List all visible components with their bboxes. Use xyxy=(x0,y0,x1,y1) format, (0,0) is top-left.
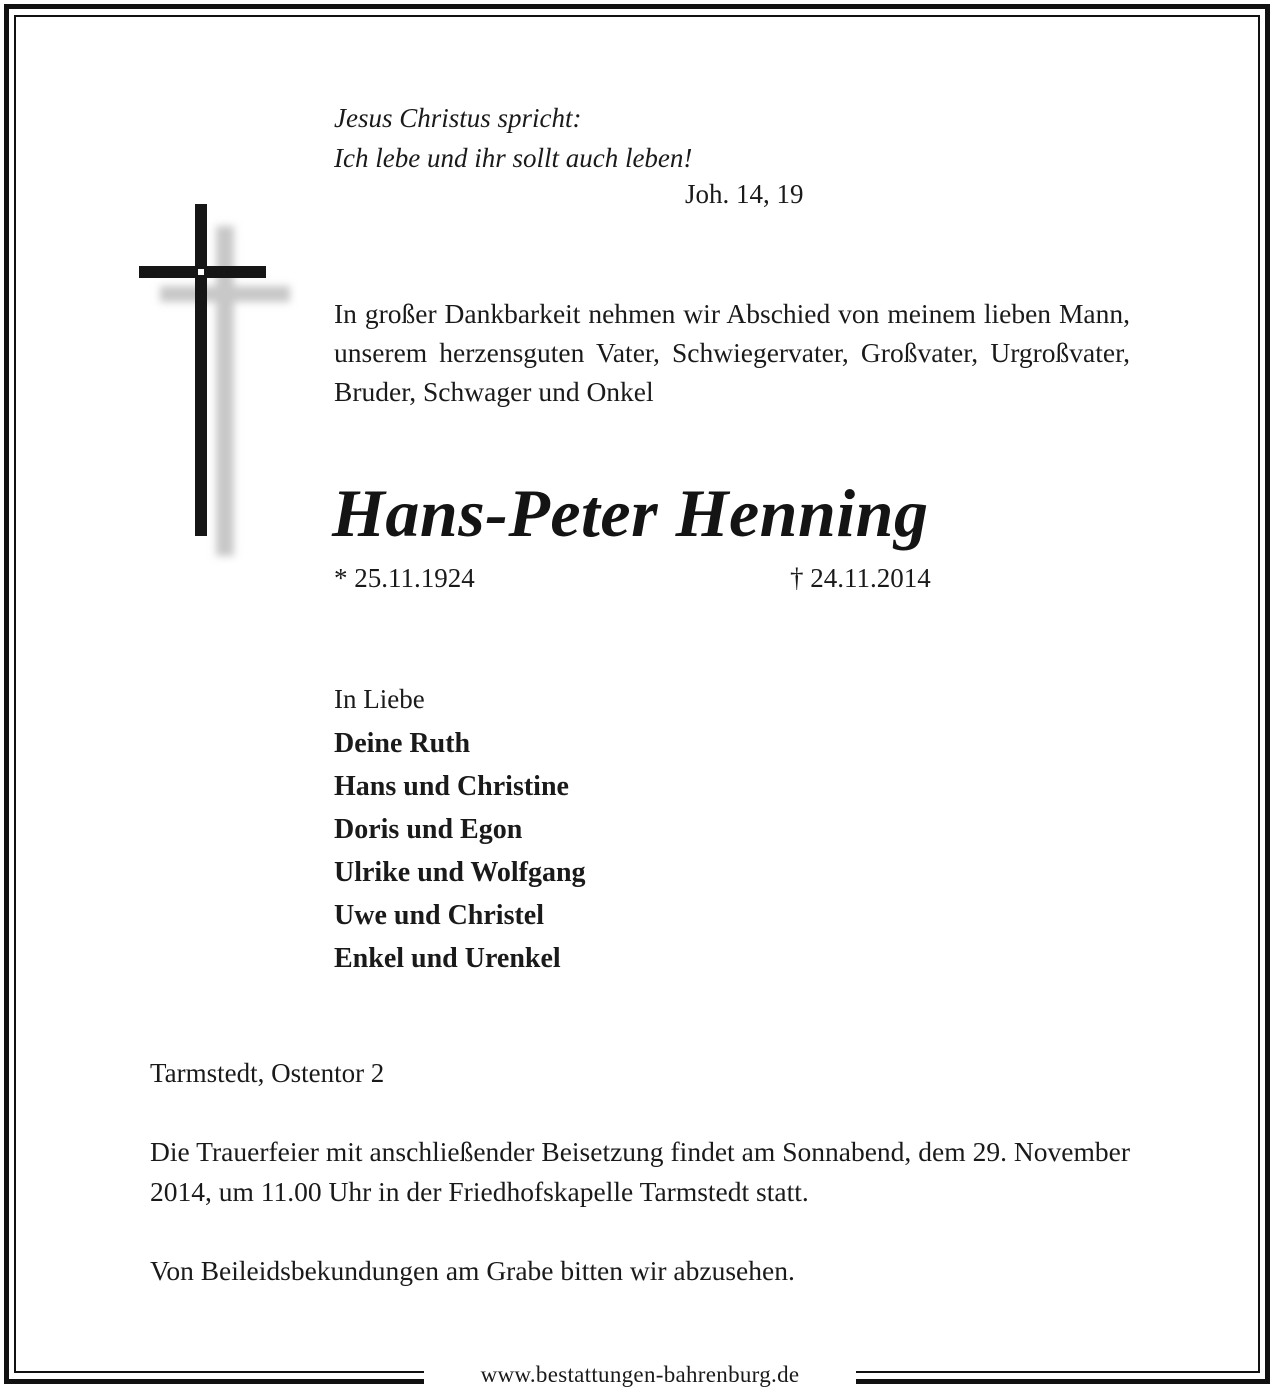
mourners-intro: In Liebe xyxy=(334,684,425,714)
footer xyxy=(424,1355,856,1394)
ceremony-details: Die Trauerfeier mit anschließender Beisetzung findet am Sonnabend, dem 29. November 2014, um 11.00 Uhr in der Friedhofskapelle Tarmstedt statt. xyxy=(150,1136,1130,1207)
funeral-home-url[interactable]: www.bestattungen-bahrenburg.de xyxy=(480,1361,800,1387)
birth-date: * 25.11.1924 xyxy=(334,563,475,593)
mourner-name: Hans und Christine xyxy=(334,771,569,802)
quote-line-1: Jesus Christus spricht: xyxy=(334,103,582,133)
farewell-intro: In großer Dankbarkeit nehmen wir Abschied von meinem lieben Mann, unserem herzensguten Vater, Schwiegervater, Großvater, Urgroßvater, Bruder, Schwager und Onkel xyxy=(334,298,1130,407)
bible-quote xyxy=(334,98,692,178)
mourner-name: Enkel und Urenkel xyxy=(334,943,561,974)
mourner-name: Ulrike und Wolfgang xyxy=(334,857,586,888)
condolence-note: Von Beileidsbekundungen am Grabe bitten wir abzusehen. xyxy=(150,1255,795,1286)
mourner-name: Uwe und Christel xyxy=(334,900,545,931)
deceased-name: Hans-Peter Henning xyxy=(332,475,929,551)
mourners-list xyxy=(334,722,586,980)
family-address: Tarmstedt, Ostentor 2 xyxy=(150,1058,385,1088)
mourner-name: Doris und Egon xyxy=(334,814,523,845)
quote-reference: Joh. 14, 19 xyxy=(685,179,804,209)
quote-line-2: Ich lebe und ihr sollt auch leben! xyxy=(334,143,693,173)
mourner-name: Deine Ruth xyxy=(334,728,471,759)
death-date: † 24.11.2014 xyxy=(790,563,931,593)
latin-cross-icon xyxy=(138,204,298,564)
